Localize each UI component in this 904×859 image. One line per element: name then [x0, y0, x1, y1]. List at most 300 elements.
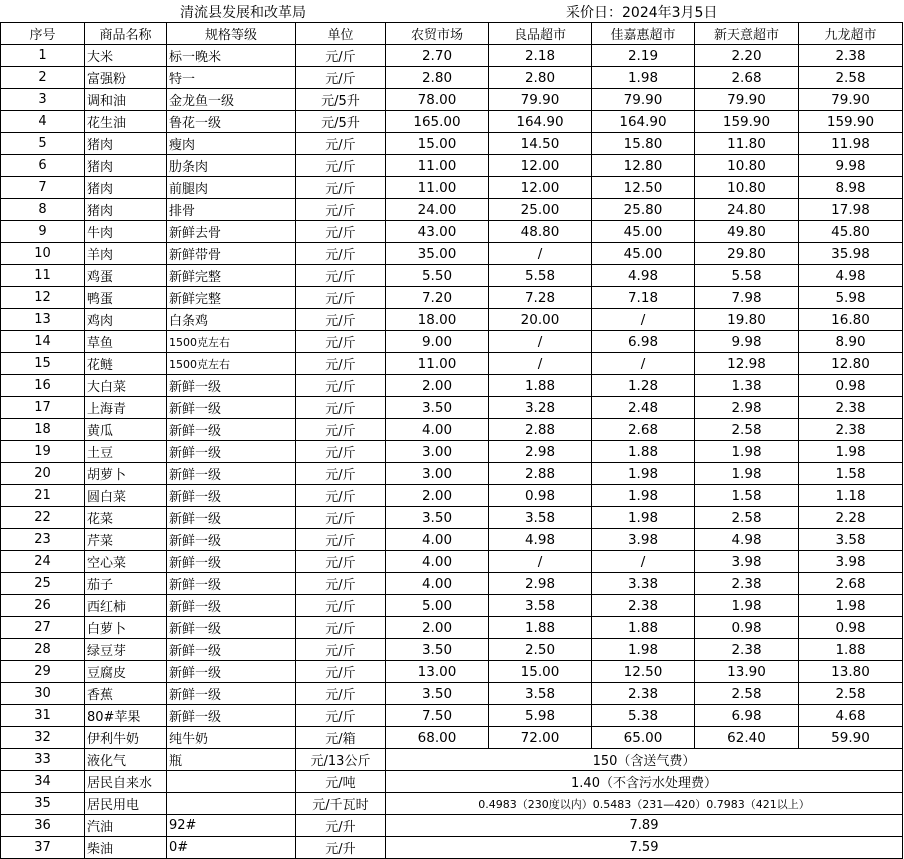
- price-cell: 2.38: [592, 595, 695, 617]
- price-cell: 1.98: [592, 639, 695, 661]
- product-unit: 元/升: [296, 837, 386, 859]
- product-spec: 金龙鱼一级: [167, 89, 296, 111]
- product-name: 西红柿: [85, 595, 167, 617]
- price-cell: 2.88: [489, 463, 592, 485]
- sheet-caption: [0, 0, 904, 22]
- table-row: [1, 595, 903, 617]
- product-spec: 新鲜一级: [167, 529, 296, 551]
- product-spec: 瓶: [167, 749, 296, 771]
- product-name: 调和油: [85, 89, 167, 111]
- table-body: [1, 45, 903, 859]
- row-number: 2: [1, 67, 85, 89]
- table-row: [1, 89, 903, 111]
- issuer-title: 清流县发展和改革局: [180, 5, 306, 21]
- price-cell: 1.88: [592, 441, 695, 463]
- price-cell: 7.18: [592, 287, 695, 309]
- price-cell: 15.80: [592, 133, 695, 155]
- product-spec: 新鲜一级: [167, 507, 296, 529]
- product-unit: 元/斤: [296, 573, 386, 595]
- row-number: 21: [1, 485, 85, 507]
- table-row: [1, 111, 903, 133]
- price-cell: 2.58: [695, 507, 799, 529]
- product-unit: 元/斤: [296, 683, 386, 705]
- table-row: [1, 155, 903, 177]
- price-cell: 2.98: [695, 397, 799, 419]
- row-number: 4: [1, 111, 85, 133]
- table-row: [1, 67, 903, 89]
- product-name: 液化气: [85, 749, 167, 771]
- price-cell: 2.48: [592, 397, 695, 419]
- price-cell: 2.18: [489, 45, 592, 67]
- column-header: 农贸市场: [386, 23, 489, 45]
- price-cell: 65.00: [592, 727, 695, 749]
- price-cell: 6.98: [592, 331, 695, 353]
- price-cell: 4.98: [799, 265, 903, 287]
- price-cell: /: [489, 353, 592, 375]
- price-cell: 2.58: [799, 683, 903, 705]
- column-header: 佳嘉惠超市: [592, 23, 695, 45]
- product-name: 白萝卜: [85, 617, 167, 639]
- price-cell: 72.00: [489, 727, 592, 749]
- price-cell: 2.58: [799, 67, 903, 89]
- price-cell: 164.90: [489, 111, 592, 133]
- price-cell: 9.98: [695, 331, 799, 353]
- product-spec: 新鲜去骨: [167, 221, 296, 243]
- row-number: 12: [1, 287, 85, 309]
- price-cell: 2.38: [695, 573, 799, 595]
- product-name: 豆腐皮: [85, 661, 167, 683]
- product-spec: 1500克左右: [167, 331, 296, 353]
- price-cell: 35.98: [799, 243, 903, 265]
- product-spec: 新鲜一级: [167, 551, 296, 573]
- price-cell: 2.19: [592, 45, 695, 67]
- row-number: 29: [1, 661, 85, 683]
- product-unit: 元/斤: [296, 441, 386, 463]
- price-cell: 4.00: [386, 551, 489, 573]
- price-cell: 4.00: [386, 573, 489, 595]
- product-name: 胡萝卜: [85, 463, 167, 485]
- product-unit: 元/斤: [296, 199, 386, 221]
- product-unit: 元/5升: [296, 89, 386, 111]
- price-cell: 78.00: [386, 89, 489, 111]
- product-unit: 元/斤: [296, 67, 386, 89]
- price-cell: 3.50: [386, 639, 489, 661]
- price-cell: 5.98: [799, 287, 903, 309]
- product-name: 伊利牛奶: [85, 727, 167, 749]
- product-unit: 元/斤: [296, 155, 386, 177]
- price-cell: 4.98: [695, 529, 799, 551]
- product-unit: 元/吨: [296, 771, 386, 793]
- row-number: 36: [1, 815, 85, 837]
- price-cell: 2.28: [799, 507, 903, 529]
- row-number: 32: [1, 727, 85, 749]
- column-header: 商品名称: [85, 23, 167, 45]
- price-cell: 8.98: [799, 177, 903, 199]
- product-name: 香蕉: [85, 683, 167, 705]
- price-cell: 4.00: [386, 419, 489, 441]
- table-row: [1, 133, 903, 155]
- table-row: [1, 287, 903, 309]
- row-number: 8: [1, 199, 85, 221]
- product-unit: 元/斤: [296, 45, 386, 67]
- row-number: 30: [1, 683, 85, 705]
- price-cell: 2.00: [386, 375, 489, 397]
- price-cell: 15.00: [386, 133, 489, 155]
- price-cell: 3.38: [592, 573, 695, 595]
- table-row: [1, 353, 903, 375]
- product-name: 芹菜: [85, 529, 167, 551]
- product-name: 圆白菜: [85, 485, 167, 507]
- price-cell: 2.80: [386, 67, 489, 89]
- table-row: [1, 243, 903, 265]
- price-cell: 2.68: [799, 573, 903, 595]
- product-unit: 元/斤: [296, 309, 386, 331]
- product-spec: 新鲜一级: [167, 573, 296, 595]
- price-cell: 165.00: [386, 111, 489, 133]
- price-cell: 2.70: [386, 45, 489, 67]
- product-unit: 元/斤: [296, 617, 386, 639]
- table-row: [1, 749, 903, 771]
- price-cell: 48.80: [489, 221, 592, 243]
- product-spec: 新鲜一级: [167, 375, 296, 397]
- price-cell: 79.90: [489, 89, 592, 111]
- product-spec: 特一: [167, 67, 296, 89]
- price-note: 7.89: [386, 815, 903, 837]
- price-cell: 7.20: [386, 287, 489, 309]
- price-cell: 11.00: [386, 155, 489, 177]
- price-cell: 3.50: [386, 507, 489, 529]
- price-cell: 2.58: [695, 683, 799, 705]
- price-cell: /: [489, 331, 592, 353]
- table-row: [1, 617, 903, 639]
- product-name: 羊肉: [85, 243, 167, 265]
- product-name: 80#苹果: [85, 705, 167, 727]
- product-spec: 1500克左右: [167, 353, 296, 375]
- product-name: 黄瓜: [85, 419, 167, 441]
- product-spec: 前腿肉: [167, 177, 296, 199]
- price-cell: 79.90: [799, 89, 903, 111]
- price-cell: 12.50: [592, 661, 695, 683]
- price-cell: 1.28: [592, 375, 695, 397]
- price-cell: 35.00: [386, 243, 489, 265]
- product-unit: 元/斤: [296, 463, 386, 485]
- price-cell: 62.40: [695, 727, 799, 749]
- price-cell: 3.98: [695, 551, 799, 573]
- row-number: 1: [1, 45, 85, 67]
- price-cell: 8.90: [799, 331, 903, 353]
- price-cell: 25.80: [592, 199, 695, 221]
- product-unit: 元/斤: [296, 507, 386, 529]
- table-row: [1, 639, 903, 661]
- product-spec: 新鲜一级: [167, 441, 296, 463]
- price-cell: 12.50: [592, 177, 695, 199]
- product-unit: 元/斤: [296, 705, 386, 727]
- price-cell: 13.90: [695, 661, 799, 683]
- row-number: 23: [1, 529, 85, 551]
- price-cell: 15.00: [489, 661, 592, 683]
- product-unit: 元/千瓦时: [296, 793, 386, 815]
- column-header: 序号: [1, 23, 85, 45]
- price-cell: 1.88: [489, 617, 592, 639]
- product-spec: 新鲜一级: [167, 617, 296, 639]
- price-cell: 2.58: [695, 419, 799, 441]
- row-number: 10: [1, 243, 85, 265]
- row-number: 13: [1, 309, 85, 331]
- table-row: [1, 199, 903, 221]
- price-note: 1.40（不含污水处理费）: [386, 771, 903, 793]
- price-cell: /: [592, 353, 695, 375]
- price-cell: 13.00: [386, 661, 489, 683]
- price-cell: 2.38: [592, 683, 695, 705]
- price-cell: 0.98: [799, 617, 903, 639]
- price-cell: 0.98: [799, 375, 903, 397]
- row-number: 25: [1, 573, 85, 595]
- product-name: 花生油: [85, 111, 167, 133]
- row-number: 9: [1, 221, 85, 243]
- price-cell: 2.38: [799, 419, 903, 441]
- product-name: 汽油: [85, 815, 167, 837]
- price-cell: 0.98: [489, 485, 592, 507]
- row-number: 26: [1, 595, 85, 617]
- table-row: [1, 815, 903, 837]
- product-name: 猪肉: [85, 155, 167, 177]
- price-note: 7.59: [386, 837, 903, 859]
- price-cell: 49.80: [695, 221, 799, 243]
- product-unit: 元/斤: [296, 419, 386, 441]
- price-cell: /: [489, 243, 592, 265]
- row-number: 27: [1, 617, 85, 639]
- price-cell: 4.98: [489, 529, 592, 551]
- row-number: 34: [1, 771, 85, 793]
- product-spec: 新鲜完整: [167, 265, 296, 287]
- product-spec: 新鲜带骨: [167, 243, 296, 265]
- table-row: [1, 331, 903, 353]
- table-row: [1, 485, 903, 507]
- product-name: 猪肉: [85, 133, 167, 155]
- row-number: 16: [1, 375, 85, 397]
- price-table: [0, 22, 903, 859]
- row-number: 35: [1, 793, 85, 815]
- price-cell: 2.00: [386, 617, 489, 639]
- product-unit: 元/斤: [296, 375, 386, 397]
- product-unit: 元/斤: [296, 331, 386, 353]
- table-row: [1, 221, 903, 243]
- product-name: 柴油: [85, 837, 167, 859]
- product-spec: 新鲜一级: [167, 463, 296, 485]
- product-name: 居民用电: [85, 793, 167, 815]
- price-cell: 16.80: [799, 309, 903, 331]
- price-cell: 1.98: [592, 463, 695, 485]
- row-number: 15: [1, 353, 85, 375]
- table-row: [1, 661, 903, 683]
- price-cell: 20.00: [489, 309, 592, 331]
- product-name: 绿豆芽: [85, 639, 167, 661]
- price-cell: 5.00: [386, 595, 489, 617]
- product-name: 猪肉: [85, 199, 167, 221]
- price-cell: 19.80: [695, 309, 799, 331]
- price-cell: 1.88: [592, 617, 695, 639]
- price-cell: /: [592, 551, 695, 573]
- table-row: [1, 573, 903, 595]
- price-cell: 43.00: [386, 221, 489, 243]
- table-row: [1, 771, 903, 793]
- price-cell: 2.98: [489, 441, 592, 463]
- price-cell: 4.68: [799, 705, 903, 727]
- row-number: 11: [1, 265, 85, 287]
- price-cell: 2.00: [386, 485, 489, 507]
- table-row: [1, 177, 903, 199]
- price-cell: /: [489, 551, 592, 573]
- product-spec: 92#: [167, 815, 296, 837]
- price-cell: 1.98: [695, 595, 799, 617]
- price-cell: 25.00: [489, 199, 592, 221]
- product-spec: 肋条肉: [167, 155, 296, 177]
- column-header: 九龙超市: [799, 23, 903, 45]
- product-spec: 新鲜完整: [167, 287, 296, 309]
- price-cell: 3.98: [592, 529, 695, 551]
- price-cell: 2.20: [695, 45, 799, 67]
- product-unit: 元/斤: [296, 353, 386, 375]
- row-number: 37: [1, 837, 85, 859]
- price-cell: 7.28: [489, 287, 592, 309]
- price-cell: 2.50: [489, 639, 592, 661]
- price-cell: 12.80: [592, 155, 695, 177]
- price-cell: 45.00: [592, 243, 695, 265]
- price-cell: 17.98: [799, 199, 903, 221]
- price-cell: 45.80: [799, 221, 903, 243]
- table-row: [1, 441, 903, 463]
- price-cell: 3.58: [489, 507, 592, 529]
- price-cell: 2.38: [799, 45, 903, 67]
- price-cell: 9.00: [386, 331, 489, 353]
- price-cell: 59.90: [799, 727, 903, 749]
- row-number: 19: [1, 441, 85, 463]
- product-unit: 元/斤: [296, 551, 386, 573]
- price-cell: 2.88: [489, 419, 592, 441]
- product-name: 大米: [85, 45, 167, 67]
- row-number: 20: [1, 463, 85, 485]
- product-spec: [167, 793, 296, 815]
- price-cell: 1.18: [799, 485, 903, 507]
- row-number: 18: [1, 419, 85, 441]
- price-cell: 11.80: [695, 133, 799, 155]
- product-spec: 新鲜一级: [167, 419, 296, 441]
- product-name: 大白菜: [85, 375, 167, 397]
- table-row: [1, 705, 903, 727]
- price-cell: 11.00: [386, 353, 489, 375]
- price-cell: /: [592, 309, 695, 331]
- table-row: [1, 419, 903, 441]
- price-cell: 1.98: [695, 441, 799, 463]
- price-cell: 1.38: [695, 375, 799, 397]
- price-cell: 14.50: [489, 133, 592, 155]
- product-name: 茄子: [85, 573, 167, 595]
- price-cell: 1.58: [695, 485, 799, 507]
- price-cell: 7.98: [695, 287, 799, 309]
- product-name: 牛肉: [85, 221, 167, 243]
- price-cell: 1.88: [799, 639, 903, 661]
- price-cell: 0.98: [695, 617, 799, 639]
- row-number: 24: [1, 551, 85, 573]
- price-cell: 29.80: [695, 243, 799, 265]
- product-name: 上海青: [85, 397, 167, 419]
- product-spec: [167, 771, 296, 793]
- price-cell: 159.90: [799, 111, 903, 133]
- price-cell: 5.98: [489, 705, 592, 727]
- price-cell: 1.58: [799, 463, 903, 485]
- product-unit: 元/斤: [296, 243, 386, 265]
- product-spec: 瘦肉: [167, 133, 296, 155]
- price-cell: 12.98: [695, 353, 799, 375]
- table-row: [1, 793, 903, 815]
- table-row: [1, 529, 903, 551]
- price-cell: 1.98: [592, 485, 695, 507]
- price-cell: 79.90: [695, 89, 799, 111]
- price-cell: 5.38: [592, 705, 695, 727]
- price-cell: 4.00: [386, 529, 489, 551]
- product-spec: 新鲜一级: [167, 485, 296, 507]
- product-unit: 元/斤: [296, 529, 386, 551]
- product-unit: 元/斤: [296, 639, 386, 661]
- table-row: [1, 683, 903, 705]
- price-cell: 12.00: [489, 155, 592, 177]
- table-row: [1, 265, 903, 287]
- price-cell: 5.58: [489, 265, 592, 287]
- table-row: [1, 727, 903, 749]
- table-header-row: [1, 23, 903, 45]
- product-unit: 元/斤: [296, 287, 386, 309]
- price-cell: 2.68: [695, 67, 799, 89]
- column-header: 新天意超市: [695, 23, 799, 45]
- product-name: 猪肉: [85, 177, 167, 199]
- product-unit: 元/13公斤: [296, 749, 386, 771]
- price-cell: 2.38: [799, 397, 903, 419]
- product-unit: 元/斤: [296, 595, 386, 617]
- price-cell: 3.50: [386, 397, 489, 419]
- product-name: 鸡肉: [85, 309, 167, 331]
- price-cell: 2.98: [489, 573, 592, 595]
- product-unit: 元/斤: [296, 133, 386, 155]
- product-unit: 元/斤: [296, 397, 386, 419]
- product-spec: 排骨: [167, 199, 296, 221]
- product-name: 空心菜: [85, 551, 167, 573]
- price-cell: 11.00: [386, 177, 489, 199]
- price-cell: 6.98: [695, 705, 799, 727]
- price-cell: 3.58: [489, 683, 592, 705]
- price-cell: 12.80: [799, 353, 903, 375]
- product-name: 草鱼: [85, 331, 167, 353]
- price-cell: 4.98: [592, 265, 695, 287]
- product-spec: 标一晚米: [167, 45, 296, 67]
- price-note: 0.4983（230度以内）0.5483（231—420）0.7983（421以上）: [386, 793, 903, 815]
- row-number: 33: [1, 749, 85, 771]
- table-row: [1, 397, 903, 419]
- product-spec: 新鲜一级: [167, 705, 296, 727]
- price-cell: 2.80: [489, 67, 592, 89]
- row-number: 22: [1, 507, 85, 529]
- price-cell: 1.98: [799, 595, 903, 617]
- product-unit: 元/斤: [296, 177, 386, 199]
- price-cell: 45.00: [592, 221, 695, 243]
- row-number: 31: [1, 705, 85, 727]
- product-unit: 元/箱: [296, 727, 386, 749]
- table-row: [1, 309, 903, 331]
- price-cell: 2.68: [592, 419, 695, 441]
- table-row: [1, 837, 903, 859]
- row-number: 28: [1, 639, 85, 661]
- product-spec: 新鲜一级: [167, 595, 296, 617]
- product-unit: 元/斤: [296, 485, 386, 507]
